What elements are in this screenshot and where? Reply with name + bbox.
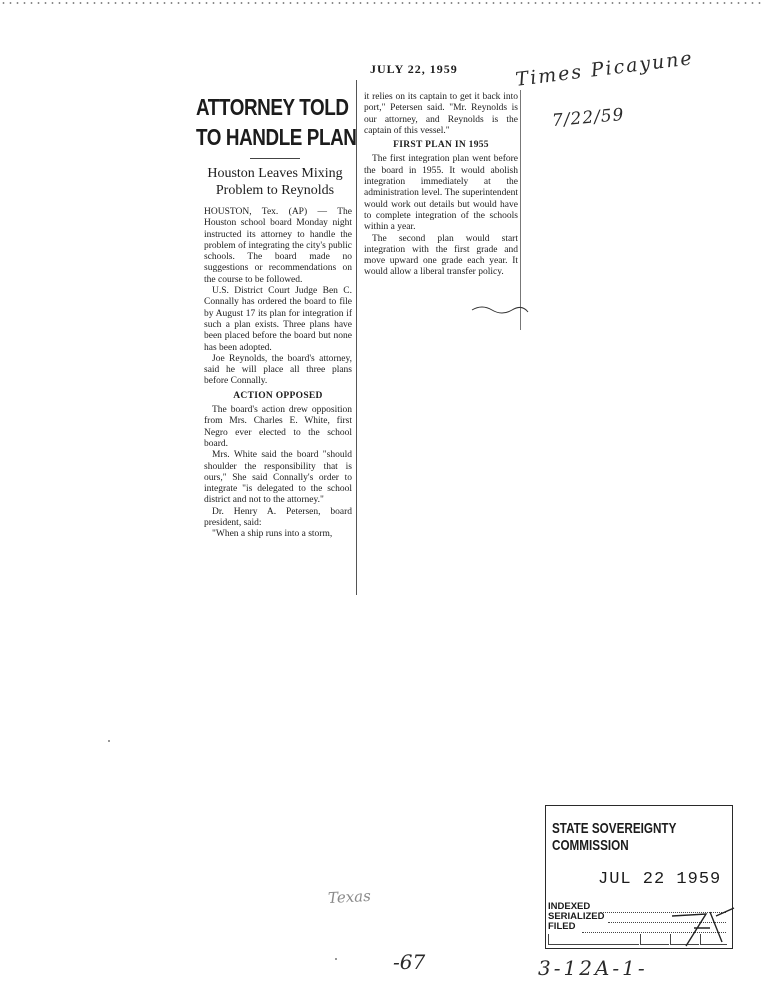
article-paragraph: HOUSTON, Tex. (AP) — The Houston school board Monday night instructed its attorney to handle the problem of integrating the city's public schools. The board made no suggestions or recommendations on the course to be followed. — [204, 207, 352, 285]
article-paragraph: it relies on its captain to get it back into port," Petersen said. "Mr. Reynolds is our attorney, and Reynolds is the captain of this vessel." — [364, 92, 518, 136]
handwritten-date-note: 7/22/59 — [551, 104, 626, 132]
clipping-column-1 — [190, 80, 357, 595]
stamp-date: JUL 22 1959 — [598, 870, 722, 889]
newspaper-clipping — [190, 80, 526, 595]
subheadline-line-1: Houston Leaves Mixing — [207, 166, 343, 181]
article-paragraph: "When a ship runs into a storm, — [212, 529, 333, 540]
headline-rule — [250, 158, 300, 159]
article-paragraph: U.S. District Court Judge Ben C. Connally has ordered the board to file by August 17 its plan for integration if such a plan exists. Three plans have been placed before the board but none has been adopted. — [204, 286, 352, 353]
article-paragraph: Dr. Henry A. Petersen, board president, said: — [204, 506, 352, 529]
handwritten-source-note: Times Picayune — [514, 47, 695, 91]
stamp-fields — [548, 902, 604, 932]
section-heading-first-plan: FIRST PLAN IN 1955 — [393, 140, 489, 151]
stamp-field-filed: FILED — [548, 921, 576, 932]
handwritten-number: -67 — [393, 950, 426, 974]
stamp-box — [640, 934, 669, 945]
stamp-box — [548, 934, 639, 945]
clipping-date: JULY 22, 1959 — [370, 62, 458, 76]
handwritten-texas-note: Texas — [327, 886, 372, 908]
ink-underline-mark — [470, 302, 530, 316]
scan-speck — [335, 958, 337, 960]
top-dotted-edge — [0, 2, 763, 4]
commission-receipt-stamp — [545, 805, 733, 949]
handwritten-initials — [666, 906, 736, 950]
headline-line-1: ATTORNEY TOLD — [196, 94, 349, 120]
section-heading-action-opposed: ACTION OPPOSED — [233, 390, 323, 401]
article-paragraph: Joe Reynolds, the board's attorney, said he will place all three plans before Connally. — [204, 353, 352, 387]
scan-speck — [108, 740, 110, 742]
clipping-column-2 — [360, 90, 521, 330]
article-paragraph: The board's action drew opposition from Mrs. Charles E. White, first Negro ever elected to the school board. — [204, 405, 352, 449]
stamp-field-indexed: INDEXED — [548, 901, 591, 912]
headline — [196, 92, 360, 152]
article-paragraph: The first integration plan went before the board in 1955. It would abolish integration immediately at the administration level. The superintendent would work out details but would have to complete integration of the schools within a year. — [364, 154, 518, 233]
article-paragraph: The second plan would start integration with the first grade and move upward one grade each year. It would allow a liberal transfer policy. — [364, 233, 518, 278]
article-body-2 — [364, 92, 518, 279]
subheadline — [194, 165, 356, 199]
subheadline-line-2: Problem to Reynolds — [215, 183, 335, 198]
article-body-1 — [204, 207, 352, 541]
headline-line-2: TO HANDLE PLAN — [196, 124, 357, 150]
handwritten-file-reference: 3-12A-1- — [538, 956, 648, 980]
stamp-field-serialized: SERIALIZED — [548, 911, 605, 922]
article-paragraph: Mrs. White said the board "should shoulder the responsibility that is ours," She said Connally's order to integrate "is delegated to the school district and not to the attorney." — [204, 450, 352, 506]
stamp-title: STATE SOVEREIGNTY COMMISSION — [552, 820, 677, 854]
